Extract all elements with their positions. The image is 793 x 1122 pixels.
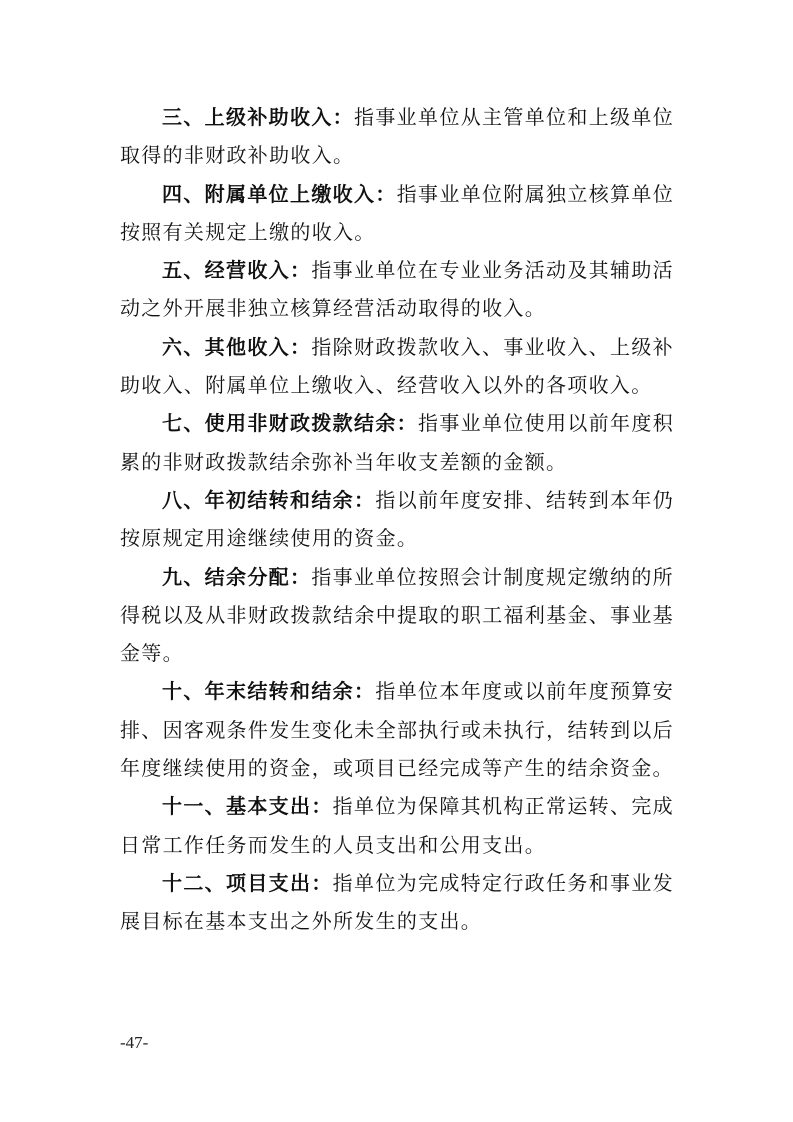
term-definition: 指单位为保障其机构正常运转、完成日常工作任务而发生的人员支出和公用支出。 xyxy=(120,794,674,857)
paragraph-10 xyxy=(120,672,674,787)
term-definition: 指事业单位附属独立核算单位按照有关规定上缴的收入。 xyxy=(120,181,674,244)
term-definition: 指以前年度安排、结转到本年仍按原规定用途继续使用的资金。 xyxy=(120,487,675,551)
term-definition: 指除财政拨款收入、事业收入、上级补助收入、附属单位上缴收入、经营收入以外的各项收入。 xyxy=(120,334,674,398)
term-definition: 指事业单位按照会计制度规定缴纳的所得税以及从非财政拨款结余中提取的职工福利基金、事业基金等。 xyxy=(120,564,674,666)
paragraph-12 xyxy=(120,864,674,941)
term-label: 六、其他收入： xyxy=(162,334,312,359)
term-label: 七、使用非财政拨款结余： xyxy=(162,411,419,436)
term-definition: 指单位本年度或以前年度预算安排、因客观条件发生变化未全部执行或未执行，结转到以后年度继续使用的资金，或项目已经完成等产生的结余资金。 xyxy=(120,679,675,781)
term-label: 八、年初结转和结余： xyxy=(162,487,376,512)
term-definition: 指事业单位使用以前年度积累的非财政拨款结余弥补当年收支差额的金额。 xyxy=(120,411,674,474)
paragraph-4 xyxy=(120,175,674,252)
paragraph-7 xyxy=(120,404,674,481)
term-label: 十一、基本支出： xyxy=(162,794,333,819)
paragraph-11 xyxy=(120,787,674,864)
term-label: 四、附属单位上缴收入： xyxy=(162,181,397,206)
paragraph-8 xyxy=(120,481,674,558)
term-label: 九、结余分配： xyxy=(162,564,312,589)
term-label: 五、经营收入： xyxy=(162,258,312,283)
term-definition: 指事业单位在专业业务活动及其辅助活动之外开展非独立核算经营活动取得的收入。 xyxy=(120,258,674,321)
paragraph-6 xyxy=(120,328,674,405)
term-definition: 指事业单位从主管单位和上级单位取得的非财政补助收入。 xyxy=(120,105,675,168)
document-body xyxy=(120,98,674,941)
paragraph-5 xyxy=(120,251,674,328)
term-label: 十、年末结转和结余： xyxy=(162,679,376,704)
paragraph-9 xyxy=(120,558,674,673)
page-number: -47- xyxy=(120,1033,149,1052)
term-label: 三、上级补助收入： xyxy=(162,105,355,129)
term-label: 十二、项目支出： xyxy=(162,870,333,895)
term-definition: 指单位为完成特定行政任务和事业发展目标在基本支出之外所发生的支出。 xyxy=(120,870,674,934)
paragraph-3 xyxy=(120,98,674,175)
